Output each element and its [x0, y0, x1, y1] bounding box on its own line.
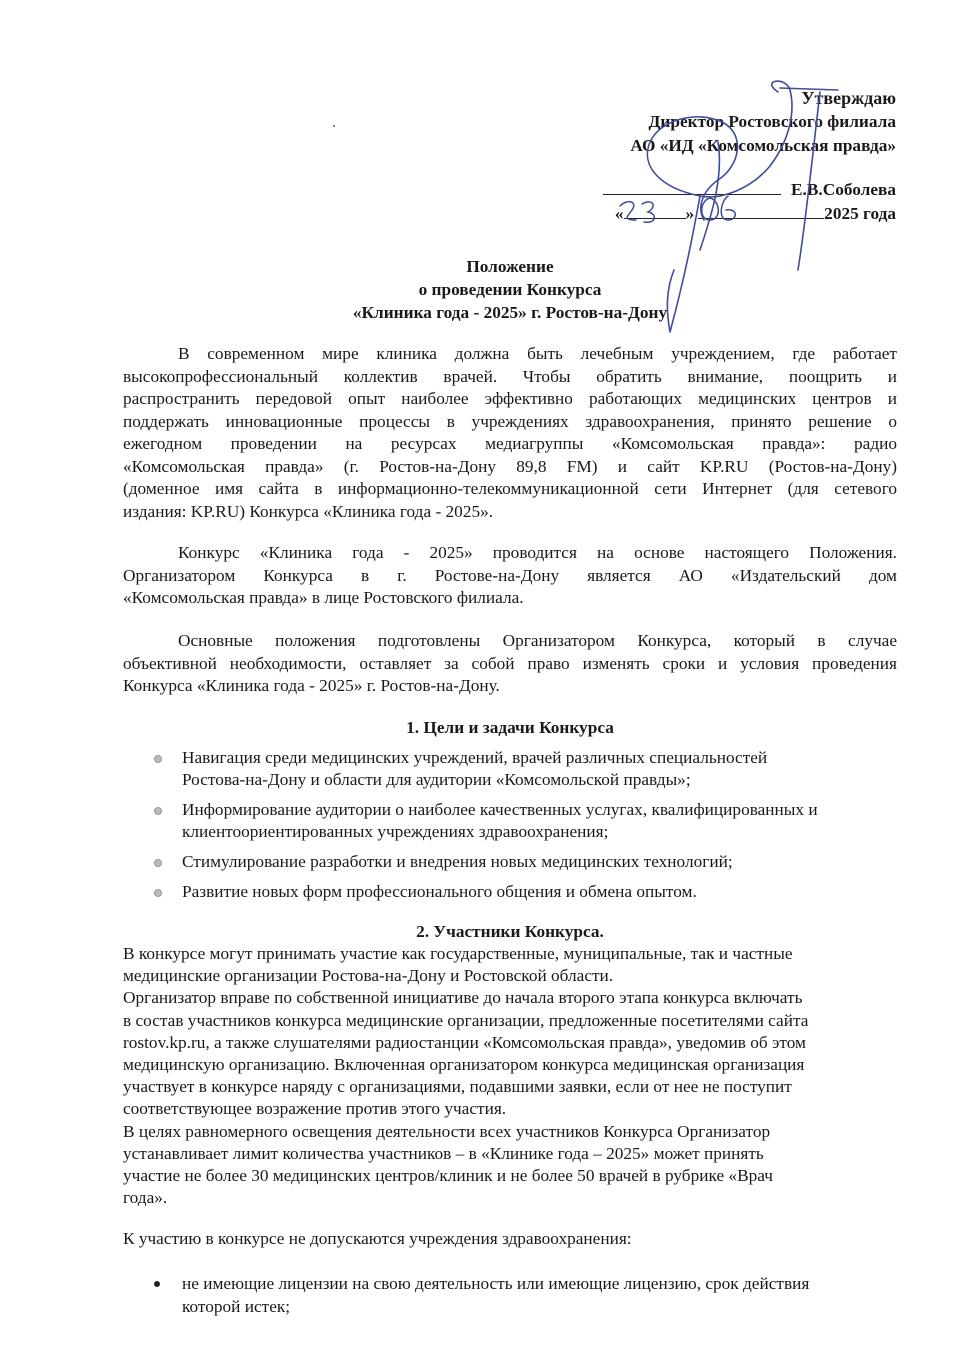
provisions-paragraph	[123, 630, 897, 698]
paragraph-line: распространить передовой опыт наиболее эффективно работающих медицинских центров и	[123, 389, 897, 408]
paragraph-line: Конкурса «Клиника года - 2025» г. Ростов-на-Дону.	[123, 676, 500, 695]
list-item-line: Навигация среди медицинских учреждений, врачей различных специальностей	[182, 748, 768, 767]
text-line: медицинскую организацию. Включенная организатором конкурса медицинская организация	[123, 1055, 805, 1075]
text-line: участвует в конкурсе наряду с организациями, подавшими заявки, если от нее не поступит	[123, 1077, 792, 1097]
bullet-icon	[154, 1281, 160, 1287]
paragraph-line: Основные положения подготовлены Организатором Конкурса, который в случае	[178, 631, 897, 650]
list-item-line: Стимулирование разработки и внедрения новых медицинских технологий;	[182, 852, 733, 871]
paragraph-line: (доменное имя сайта в информационно-телекоммуникационной сети Интернет (для сетевого	[123, 479, 897, 498]
list-item	[150, 799, 900, 843]
text-line: Организатор вправе по собственной инициативе до начала второго этапа конкурса включать	[123, 988, 803, 1008]
participants-text	[123, 943, 903, 1209]
section-1-heading: 1. Цели и задачи Конкурса	[406, 718, 614, 737]
text-line: В конкурсе могут принимать участие как государственные, муниципальные, так и частные	[123, 944, 793, 963]
list-item	[150, 747, 900, 791]
paragraph-line: издания: KP.RU) Конкурса «Клиника года - 2025».	[123, 501, 494, 521]
title-line-2: о проведении Конкурса	[418, 280, 602, 299]
paragraph-line: «Комсомольская правда» (г. Ростов-на-Дону 89,8 FM) и сайт KP.RU (Ростов-на-Дону)	[123, 456, 897, 476]
text-line: участие не более 30 медицинских центров/клиник и не более 50 врачей в рубрике «Врач	[123, 1166, 773, 1186]
text-line: медицинские организации Ростова-на-Дону и Ростовской области.	[123, 966, 614, 986]
paragraph-line: «Комсомольская правда» в лице Ростовского филиала.	[123, 588, 524, 607]
organizer-paragraph	[123, 542, 897, 610]
list-item-line: Ростова-на-Дону и области для аудитории «Комсомольской правды»;	[182, 770, 691, 789]
section-2-heading: 2. Участники Конкурса.	[416, 922, 604, 941]
scan-speck	[333, 125, 335, 127]
paragraph-line: В современном мире клиника должна быть лечебным учреждением, где работает	[178, 344, 897, 363]
approval-position: Директор Ростовского филиала	[648, 112, 896, 131]
list-item	[150, 851, 900, 873]
list-item-line: которой истек;	[182, 1296, 291, 1316]
paragraph-line: объективной необходимости, оставляет за собой право изменять сроки и условия проведения	[123, 653, 897, 673]
intro-paragraph	[123, 343, 897, 523]
list-item-line: клиентоориентированных учреждениях здравоохранения;	[182, 822, 609, 841]
paragraph-line: Организатором Конкурса в г. Ростове-на-Дону является АО «Издательский дом	[123, 565, 897, 585]
date-open-quote: «	[614, 204, 624, 223]
list-item-line: Развитие новых форм профессионального общения и обмена опытом.	[182, 882, 697, 901]
text-line: устанавливает лимит количества участников – в «Клинике года – 2025» может принять	[123, 1143, 764, 1163]
text-line: В целях равномерного освещения деятельности всех участников Конкурса Организатор	[123, 1121, 771, 1141]
exclusion-list-item	[150, 1273, 900, 1318]
goals-list	[150, 747, 900, 911]
text-line: в состав участников конкурса медицинские организации, предложенные посетителями сайта	[123, 1010, 809, 1030]
approval-title: Утверждаю	[801, 88, 896, 108]
bullet-icon	[154, 859, 162, 867]
list-item-line: не имеющие лицензии на свою деятельность или имеющие лицензию, срок действия	[182, 1274, 810, 1293]
approval-name: Е.В.Соболева	[791, 180, 896, 199]
list-item-line: Информирование аудитории о наиболее качественных услугах, квалифицированных и	[182, 800, 818, 819]
text-line: соответствующее возражение против этого участия.	[123, 1099, 507, 1119]
paragraph-line: поддержать инновационные процессы в учреждениях здравоохранения, принято решение о	[123, 411, 897, 431]
approval-organization: АО «ИД «Комсомольская правда»	[630, 136, 896, 155]
bullet-icon	[154, 755, 162, 763]
document-title	[0, 255, 960, 324]
bullet-icon	[154, 807, 162, 815]
paragraph-line: Конкурс «Клиника года - 2025» проводится на основе настоящего Положения.	[178, 543, 897, 562]
date-close-quote: »	[685, 204, 695, 223]
bullet-icon	[154, 889, 162, 897]
exclusion-intro: К участию в конкурсе не допускаются учреждения здравоохранения:	[123, 1229, 632, 1248]
title-line-3: «Клиника года - 2025» г. Ростов-на-Дону	[352, 303, 668, 322]
list-item	[150, 881, 900, 903]
paragraph-line: ежегодном проведении на ресурсах медиагруппы «Комсомольская правда»: радио	[123, 434, 897, 453]
text-line: rostov.kp.ru, а также слушателями радиостанции «Комсомольская правда», уведомив об этом	[123, 1032, 806, 1052]
title-line-1: Положение	[466, 257, 554, 276]
date-year: 2025 года	[824, 204, 896, 223]
text-line: года».	[123, 1188, 168, 1208]
paragraph-line: высокопрофессиональный коллектив врачей. Чтобы обратить внимание, поощрить и	[123, 366, 897, 386]
